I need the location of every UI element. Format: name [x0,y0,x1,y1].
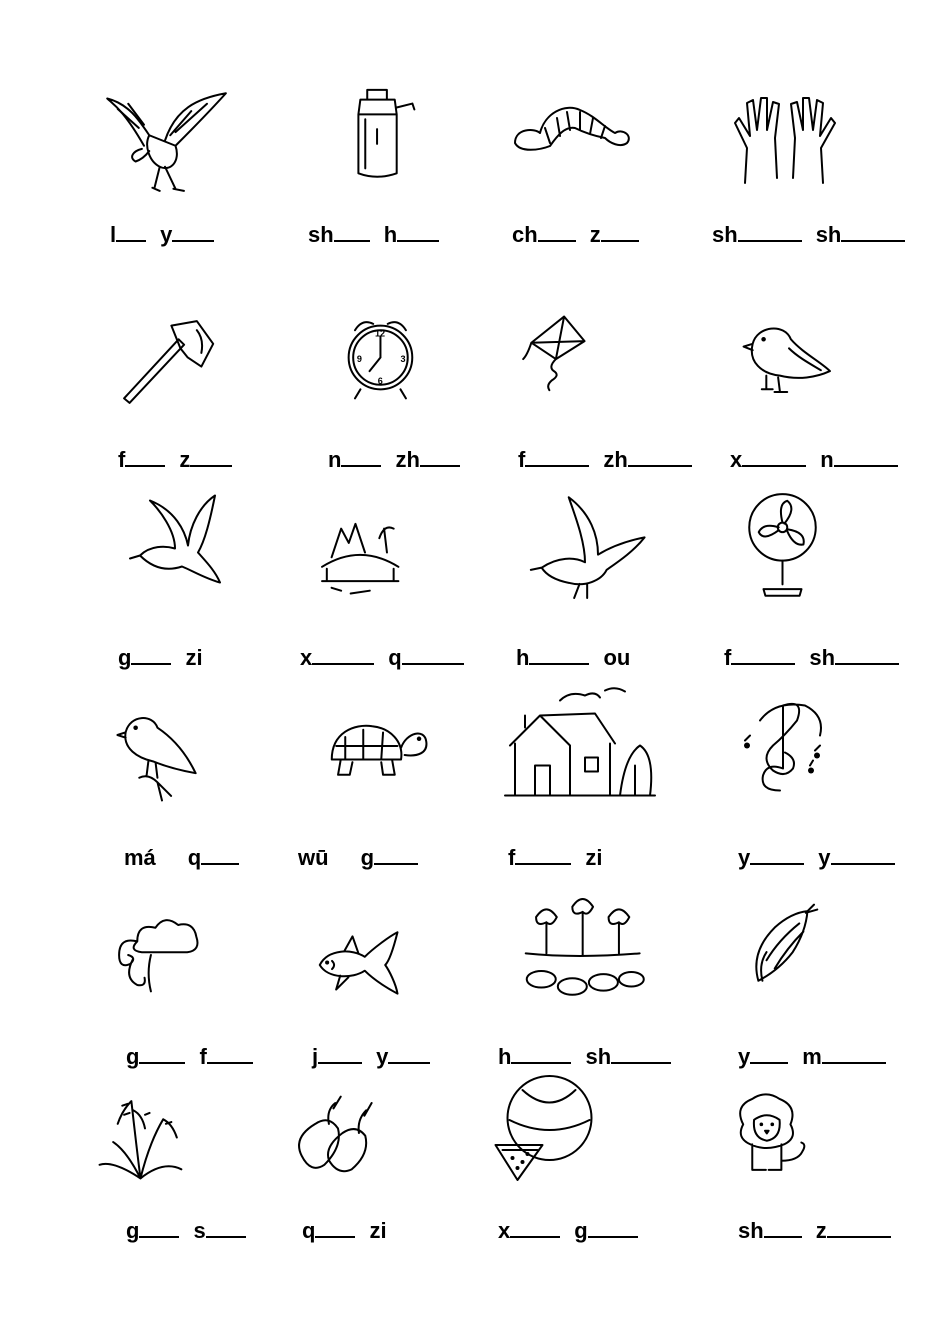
pinyin-answer [498,1044,685,1070]
pinyin-answer [298,845,432,871]
pinyin-initial: x [730,447,743,472]
pinyin-initial: sh [738,1218,764,1243]
pinyin-initial: ch [512,222,538,247]
answer-blank[interactable] [628,447,692,467]
answer-blank[interactable] [602,847,620,865]
pinyin-answer [300,645,478,671]
pinyin-answer [738,1218,905,1244]
peanut-plant-icon [505,878,650,1008]
goldfish-icon [295,920,410,1010]
pinyin-initial: l [110,222,117,247]
answer-blank[interactable] [312,645,374,665]
answer-blank[interactable] [374,845,418,865]
pinyin-initial: f [199,1044,207,1069]
eagle-icon [100,88,230,193]
pinyin-initial: zi [185,645,203,670]
pinyin-initial: zi [369,1218,387,1243]
answer-blank[interactable] [131,645,171,665]
answer-blank[interactable] [538,222,576,242]
answer-blank[interactable] [207,1044,253,1064]
answer-blank[interactable] [139,1218,179,1238]
caterpillar-icon [500,88,640,158]
pinyin-answer [328,447,474,473]
answer-blank[interactable] [750,1044,788,1064]
pinyin-initial: h [516,645,530,670]
answer-blank[interactable] [510,1218,560,1238]
pinyin-answer [124,845,253,871]
pinyin-initial: sh [815,222,842,247]
answer-blank[interactable] [203,647,221,665]
answer-blank[interactable] [588,1218,638,1238]
pinyin-initial: j [312,1044,319,1069]
pinyin-initial: g [126,1218,140,1243]
pinyin-initial: g [574,1218,588,1243]
svg-text:6: 6 [377,375,383,386]
thermos-icon [325,80,435,188]
answer-blank[interactable] [834,447,898,467]
answer-blank[interactable] [420,447,460,467]
pinyin-answer [518,447,706,473]
pinyin-initial: zh [395,447,420,472]
answer-blank[interactable] [387,1220,405,1238]
answer-blank[interactable] [201,845,239,865]
watermelon-icon [480,1070,605,1185]
answer-blank[interactable] [841,222,905,242]
pinyin-initial: g [360,845,375,870]
fan-icon [735,484,830,604]
pinyin-initial: x [300,645,313,670]
svg-text:9: 9 [356,354,362,365]
pinyin-initial: f [518,447,526,472]
answer-blank[interactable] [764,1218,802,1238]
pinyin-initial: n [820,447,834,472]
answer-blank[interactable] [525,447,589,467]
answer-blank[interactable] [329,847,347,865]
music-note-icon [725,688,835,803]
pinyin-initial: z [815,1218,827,1243]
answer-blank[interactable] [835,645,899,665]
house-icon [500,678,660,808]
pinyin-initial: sh [308,222,334,247]
pinyin-initial: q [187,845,202,870]
answer-blank[interactable] [511,1044,571,1064]
pinyin-initial: zi [585,845,603,870]
alarm-clock-icon [335,305,435,410]
answer-blank[interactable] [827,1218,891,1238]
pinyin-initial: wū [298,845,329,870]
pinyin-answer [118,645,235,671]
pinyin-initial: q [302,1218,316,1243]
answer-blank[interactable] [515,845,571,865]
pinyin-answer [498,1218,652,1244]
answer-blank[interactable] [125,447,165,467]
pinyin-initial: h [383,222,398,247]
answer-blank[interactable] [315,1218,355,1238]
pinyin-initial: f [508,845,516,870]
answer-blank[interactable] [529,645,589,665]
pinyin-initial: y [738,845,751,870]
answer-blank[interactable] [822,1044,886,1064]
corn-icon [742,898,832,998]
eggplant-icon [288,1083,388,1183]
answer-blank[interactable] [156,847,174,865]
answer-blank[interactable] [601,222,639,242]
answer-blank[interactable] [738,222,802,242]
pinyin-answer [508,845,634,871]
pinyin-answer [308,222,453,248]
lion-icon [725,1088,825,1188]
answer-blank[interactable] [611,1044,671,1064]
pinyin-initial: sh [712,222,738,247]
pinyin-answer [512,222,653,248]
pinyin-initial: y [376,1044,389,1069]
pinyin-initial: zh [603,447,628,472]
pinyin-initial: g [126,1044,140,1069]
hands-icon [725,88,845,188]
answer-blank[interactable] [334,222,370,242]
answer-blank[interactable] [750,845,804,865]
svg-text:3: 3 [400,354,406,365]
answer-blank[interactable] [630,647,648,665]
bird-on-branch-icon [112,700,212,810]
sparrow-icon [732,312,837,412]
pinyin-initial: m [802,1044,822,1069]
pinyin-answer [516,645,662,671]
answer-blank[interactable] [341,447,381,467]
answer-blank[interactable] [318,1044,362,1064]
pinyin-initial: z [179,447,191,472]
pinyin-answer [302,1218,419,1244]
pinyin-initial: x [498,1218,511,1243]
answer-blank[interactable] [388,1044,430,1064]
pinyin-answer [118,447,246,473]
pinyin-initial: g [118,645,132,670]
answer-blank[interactable] [206,1218,246,1238]
axe-icon [105,312,225,412]
kite-icon [515,305,605,405]
pinyin-initial: z [589,222,601,247]
pinyin-answer [110,222,228,248]
answer-blank[interactable] [731,645,795,665]
pinyin-initial: y [738,1044,751,1069]
pinyin-initial: n [328,447,342,472]
pinyin-initial: y [818,845,831,870]
answer-blank[interactable] [397,222,439,242]
pinyin-answer [712,222,919,248]
pinyin-answer [738,845,909,871]
answer-blank[interactable] [742,447,806,467]
pinyin-initial: f [724,645,732,670]
pinyin-answer [312,1044,444,1070]
pinyin-answer [738,1044,900,1070]
seagull-icon [520,486,650,606]
dove-icon [120,488,230,603]
pinyin-initial: f [118,447,126,472]
answer-blank[interactable] [139,1044,185,1064]
rice-plant-icon [95,1085,195,1190]
answer-blank[interactable] [116,222,146,242]
pinyin-answer [730,447,912,473]
answer-blank[interactable] [190,447,232,467]
pinyin-initial: q [388,645,402,670]
pinyin-initial: y [160,222,173,247]
answer-blank[interactable] [831,845,895,865]
answer-blank[interactable] [172,222,214,242]
svg-text:12: 12 [375,328,386,339]
bridge-landscape-icon [310,500,420,605]
pinyin-initial: sh [585,1044,612,1069]
pinyin-initial: ou [603,645,631,670]
pinyin-answer [126,1044,267,1070]
pinyin-answer [126,1218,260,1244]
pinyin-initial: sh [809,645,836,670]
pinyin-answer [724,645,913,671]
pinyin-initial: s [193,1218,206,1243]
wind-cloud-icon [105,905,215,1005]
pinyin-initial: h [498,1044,512,1069]
answer-blank[interactable] [402,645,464,665]
turtle-icon [312,710,437,800]
pinyin-initial: má [124,845,156,870]
